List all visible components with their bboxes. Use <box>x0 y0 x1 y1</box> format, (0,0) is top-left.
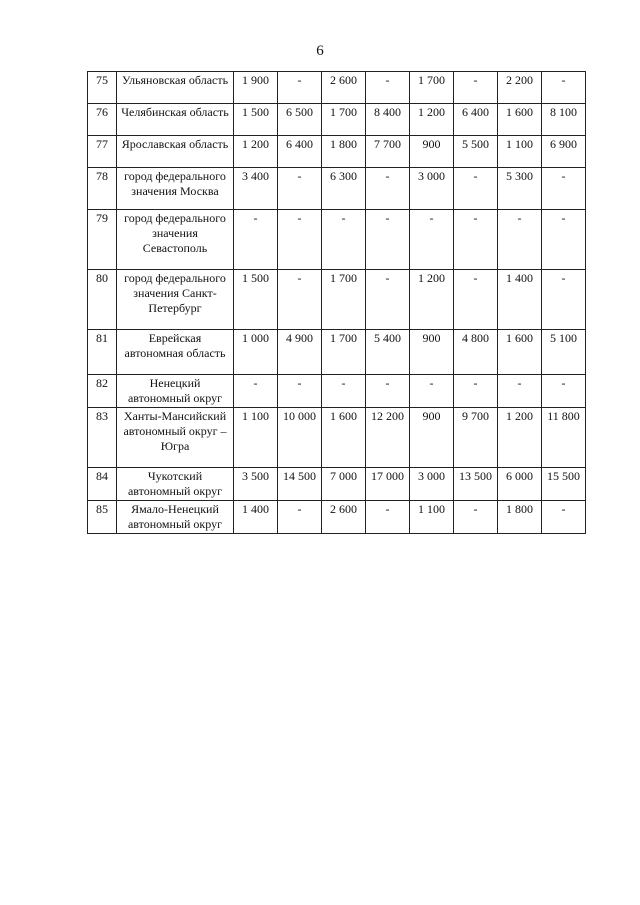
value-cell: 1 800 <box>498 501 542 534</box>
value-cell: 8 400 <box>366 104 410 136</box>
value-cell: - <box>366 210 410 270</box>
value-cell: - <box>454 210 498 270</box>
value-cell: 5 400 <box>366 330 410 375</box>
value-cell: - <box>454 270 498 330</box>
value-cell: 3 000 <box>410 468 454 501</box>
value-cell: - <box>454 72 498 104</box>
value-cell: 5 500 <box>454 136 498 168</box>
value-cell: - <box>278 375 322 408</box>
row-number: 78 <box>88 168 117 210</box>
value-cell: - <box>454 375 498 408</box>
row-number: 81 <box>88 330 117 375</box>
table-row <box>88 501 586 534</box>
value-cell: 4 900 <box>278 330 322 375</box>
page-number: 6 <box>316 43 324 59</box>
value-cell: 2 200 <box>498 72 542 104</box>
row-number: 79 <box>88 210 117 270</box>
table-row <box>88 375 586 408</box>
value-cell: 900 <box>410 136 454 168</box>
table-row <box>88 168 586 210</box>
region-name: Ярославская область <box>117 136 234 168</box>
value-cell: - <box>278 72 322 104</box>
value-cell: 9 700 <box>454 408 498 468</box>
value-cell: - <box>498 375 542 408</box>
region-name: Чукотский автономный округ <box>117 468 234 501</box>
region-name: город федерального значения Санкт-Петербург <box>117 270 234 330</box>
value-cell: 8 100 <box>542 104 586 136</box>
value-cell: 5 100 <box>542 330 586 375</box>
value-cell: 5 300 <box>498 168 542 210</box>
value-cell: 6 400 <box>278 136 322 168</box>
value-cell: - <box>498 210 542 270</box>
value-cell: 6 900 <box>542 136 586 168</box>
value-cell: 2 600 <box>322 501 366 534</box>
region-name: Ульяновская область <box>117 72 234 104</box>
value-cell: 1 600 <box>498 104 542 136</box>
value-cell: 1 500 <box>234 104 278 136</box>
value-cell: - <box>322 210 366 270</box>
value-cell: 1 100 <box>234 408 278 468</box>
value-cell: - <box>454 168 498 210</box>
row-number: 85 <box>88 501 117 534</box>
value-cell: 1 900 <box>234 72 278 104</box>
row-number: 82 <box>88 375 117 408</box>
value-cell: - <box>542 501 586 534</box>
value-cell: - <box>366 72 410 104</box>
value-cell: - <box>278 210 322 270</box>
value-cell: - <box>366 168 410 210</box>
table-body <box>88 72 586 534</box>
region-name: Ханты-Мансийский автономный округ – Югра <box>117 408 234 468</box>
value-cell: 1 100 <box>498 136 542 168</box>
value-cell: 1 200 <box>498 408 542 468</box>
value-cell: - <box>278 168 322 210</box>
row-number: 83 <box>88 408 117 468</box>
value-cell: - <box>322 375 366 408</box>
value-cell: 1 200 <box>410 270 454 330</box>
value-cell: 7 000 <box>322 468 366 501</box>
table-row <box>88 468 586 501</box>
row-number: 75 <box>88 72 117 104</box>
table-row <box>88 210 586 270</box>
value-cell: 1 400 <box>234 501 278 534</box>
value-cell: - <box>410 375 454 408</box>
value-cell: - <box>234 210 278 270</box>
table-row <box>88 136 586 168</box>
region-name: Челябинская область <box>117 104 234 136</box>
row-number: 80 <box>88 270 117 330</box>
value-cell: 1 600 <box>498 330 542 375</box>
value-cell: 6 400 <box>454 104 498 136</box>
value-cell: - <box>542 210 586 270</box>
region-name: город федерального значения Москва <box>117 168 234 210</box>
value-cell: 1 000 <box>234 330 278 375</box>
value-cell: - <box>542 72 586 104</box>
table-row <box>88 104 586 136</box>
value-cell: - <box>278 270 322 330</box>
value-cell: 3 500 <box>234 468 278 501</box>
value-cell: - <box>366 270 410 330</box>
value-cell: 1 700 <box>322 104 366 136</box>
value-cell: - <box>454 501 498 534</box>
value-cell: 13 500 <box>454 468 498 501</box>
value-cell: - <box>542 168 586 210</box>
value-cell: 1 200 <box>234 136 278 168</box>
value-cell: 1 800 <box>322 136 366 168</box>
value-cell: 10 000 <box>278 408 322 468</box>
value-cell: 900 <box>410 330 454 375</box>
value-cell: 6 300 <box>322 168 366 210</box>
value-cell: 1 700 <box>322 330 366 375</box>
region-name: Ямало-Ненецкий автономный округ <box>117 501 234 534</box>
value-cell: 7 700 <box>366 136 410 168</box>
region-name: город федерального значения Севастополь <box>117 210 234 270</box>
table-row <box>88 72 586 104</box>
value-cell: 1 700 <box>410 72 454 104</box>
value-cell: 1 600 <box>322 408 366 468</box>
value-cell: - <box>542 270 586 330</box>
value-cell: - <box>278 501 322 534</box>
value-cell: 11 800 <box>542 408 586 468</box>
value-cell: 17 000 <box>366 468 410 501</box>
value-cell: 12 200 <box>366 408 410 468</box>
value-cell: - <box>366 501 410 534</box>
value-cell: 900 <box>410 408 454 468</box>
value-cell: 3 000 <box>410 168 454 210</box>
value-cell: - <box>542 375 586 408</box>
value-cell: 6 000 <box>498 468 542 501</box>
value-cell: 3 400 <box>234 168 278 210</box>
value-cell: 6 500 <box>278 104 322 136</box>
table-row <box>88 270 586 330</box>
row-number: 84 <box>88 468 117 501</box>
value-cell: 4 800 <box>454 330 498 375</box>
value-cell: 1 100 <box>410 501 454 534</box>
value-cell: 1 200 <box>410 104 454 136</box>
value-cell: 1 400 <box>498 270 542 330</box>
value-cell: 15 500 <box>542 468 586 501</box>
regions-table <box>87 71 586 534</box>
value-cell: 2 600 <box>322 72 366 104</box>
region-name: Ненецкий автономный округ <box>117 375 234 408</box>
value-cell: - <box>234 375 278 408</box>
value-cell: 14 500 <box>278 468 322 501</box>
value-cell: - <box>410 210 454 270</box>
region-name: Еврейская автономная область <box>117 330 234 375</box>
row-number: 76 <box>88 104 117 136</box>
value-cell: 1 700 <box>322 270 366 330</box>
value-cell: - <box>366 375 410 408</box>
table-row <box>88 330 586 375</box>
value-cell: 1 500 <box>234 270 278 330</box>
table-row <box>88 408 586 468</box>
row-number: 77 <box>88 136 117 168</box>
